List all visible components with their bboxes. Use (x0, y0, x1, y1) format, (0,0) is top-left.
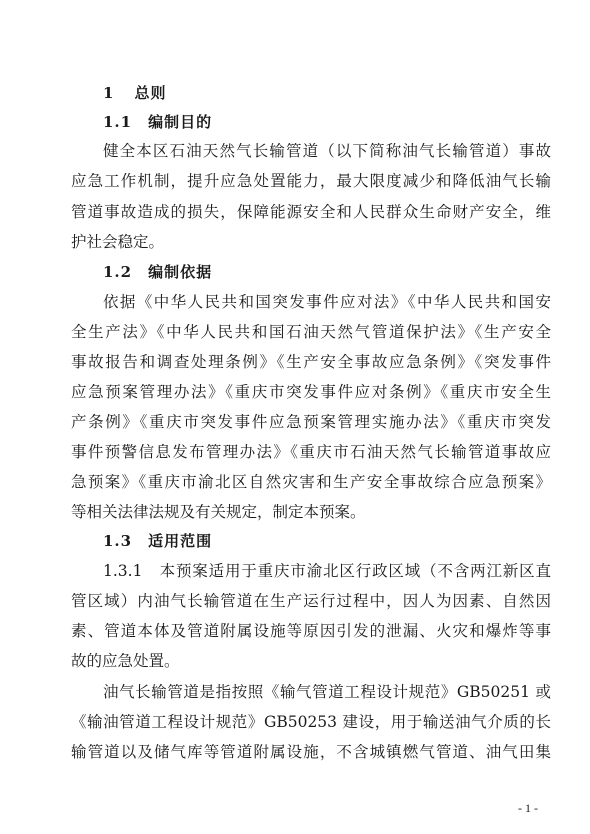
heading-title: 编制目的 (148, 113, 213, 131)
page-number: - 1 - (518, 801, 538, 815)
heading-number: 1 (103, 84, 115, 102)
heading-section-1 (103, 82, 166, 103)
heading-number: 1.3 (103, 532, 133, 550)
heading-title: 编制依据 (148, 263, 213, 281)
paragraph-line: 应急工作机制，提升应急处置能力，最大限度减少和降低油气长输 (71, 172, 551, 190)
paragraph-line: 事件预警信息发布管理办法》《重庆市石油天然气长输管道事故应 (71, 443, 551, 461)
heading-title: 总则 (134, 84, 167, 102)
paragraph-line: 全生产法》《中华人民共和国石油天然气管道保护法》《生产安全 (71, 323, 551, 341)
paragraph-line: 依据《中华人民共和国突发事件应对法》《中华人民共和国安 (103, 293, 551, 311)
paragraph-line: 应急预案管理办法》《重庆市突发事件应对条例》《重庆市安全生 (71, 383, 551, 401)
paragraph-line: 1.3.1 本预案适用于重庆市渝北区行政区域（不含两江新区直 (103, 562, 551, 580)
heading-number: 1.1 (103, 113, 133, 131)
paragraph-line: 油气长输管道是指按照《输气管道工程设计规范》GB50251 或 (103, 683, 551, 701)
paragraph-line: 故的应急处置。 (71, 652, 180, 670)
paragraph-line: 健全本区石油天然气长输管道（以下简称油气长输管道）事故 (103, 142, 551, 160)
paragraph-line: 等相关法律法规及有关规定，制定本预案。 (71, 503, 366, 521)
heading-number: 1.2 (103, 263, 133, 281)
paragraph-line: 素、管道本体及管道附属设施等原因引发的泄漏、火灾和爆炸等事 (71, 622, 551, 640)
heading-title: 适用范围 (148, 532, 213, 550)
paragraph-line: 管区域）内油气长输管道在生产运行过程中，因人为因素、自然因 (71, 592, 551, 610)
heading-section-1-1 (103, 111, 212, 132)
paragraph-line: 管道事故造成的损失，保障能源安全和人民群众生命财产安全，维 (71, 203, 551, 221)
paragraph-line: 急预案》《重庆市渝北区自然灾害和生产安全事故综合应急预案》 (71, 473, 551, 491)
paragraph-line: 事故报告和调查处理条例》《生产安全事故应急条例》《突发事件 (71, 353, 551, 371)
heading-section-1-3 (103, 530, 212, 551)
paragraph-line: 护社会稳定。 (71, 233, 165, 251)
paragraph-line: 产条例》《重庆市突发事件应急预案管理实施办法》《重庆市突发 (71, 413, 551, 431)
heading-section-1-2 (103, 261, 212, 282)
paragraph-line: 输管道以及储气库等管道附属设施，不含城镇燃气管道、油气田集 (71, 743, 551, 761)
paragraph-line: 《输油管道工程设计规范》GB50253 建设，用于输送油气介质的长 (71, 713, 551, 731)
